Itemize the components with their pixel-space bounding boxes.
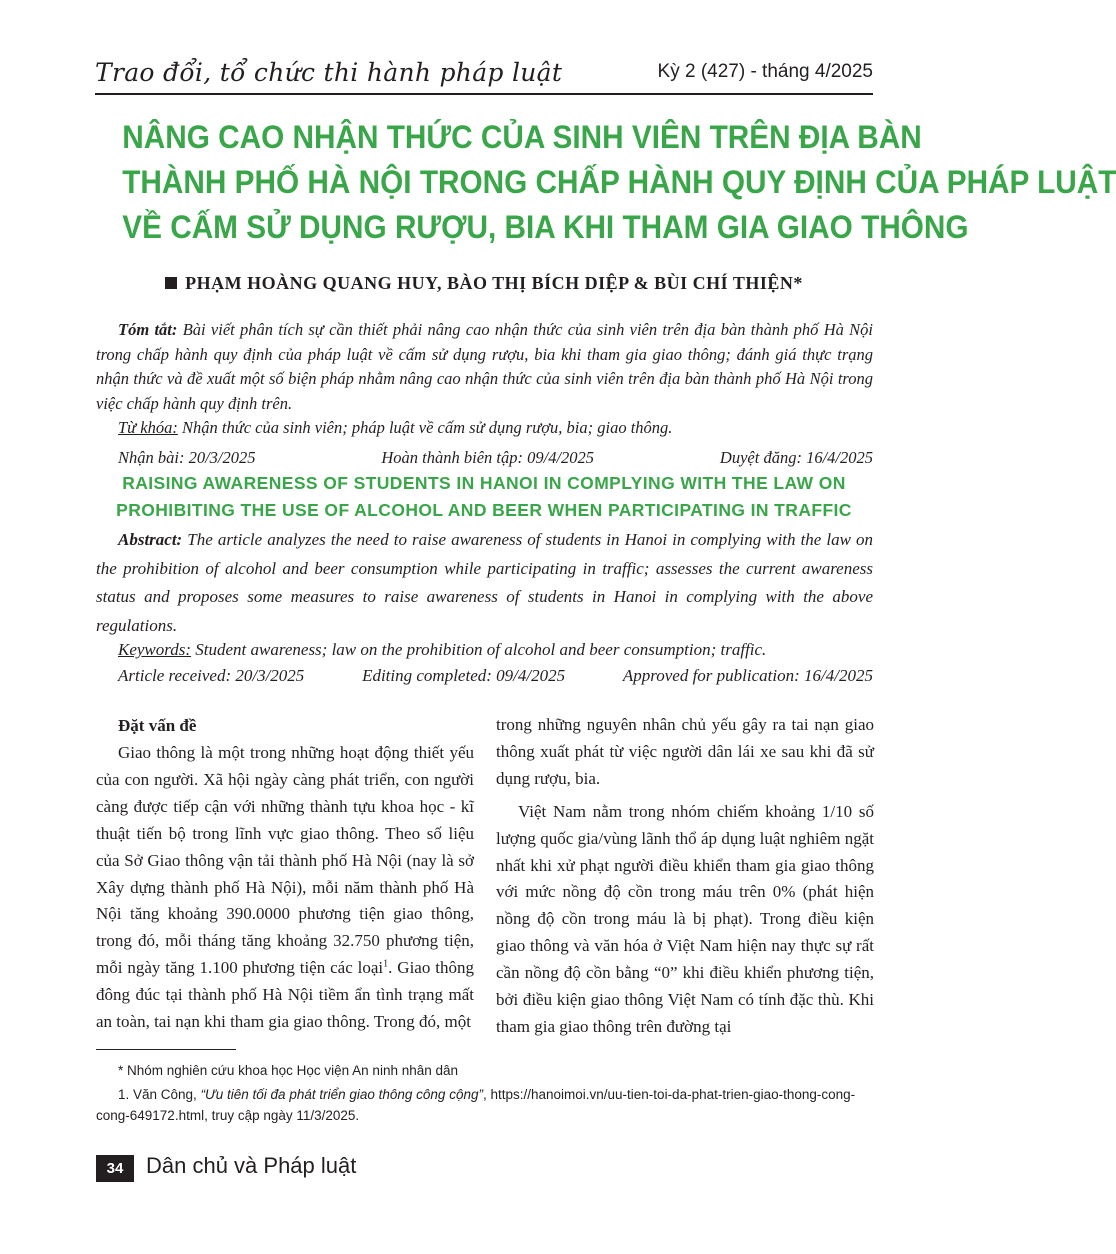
body-paragraph: Việt Nam nằm trong nhóm chiếm khoảng 1/10 số lượng quốc gia/vùng lãnh thổ áp dụng luật nghiêm ngặt nhất khi xử phạt người điều khiển tham gia giao thông với mức nồng độ cồn trong máu trên 0% (phát hiện nồng độ cồn trong máu là bị phạt). Trong điều kiện giao thông và văn hóa ở Việt Nam hiện nay thực sự rất cần nồng độ cồn bằng “0” khi điều khiển phương tiện, bởi điều kiện giao thông Việt Nam có tính đặc thù. Khi tham gia giao thông trên đường tại [496, 801, 874, 1036]
abstract-en-text: The article analyzes the need to raise awareness of students in Hanoi in complying with the law on the prohibition of alcohol and beer consumption while participating in traffic; assesses the current awareness status and proposes some measures to raise awareness of students in Hanoi in complying with the above regulations. [96, 530, 873, 635]
abstract-en-label: Abstract: [118, 530, 183, 549]
header-divider [95, 93, 873, 95]
dates-vi [118, 448, 873, 468]
author-footnote: * Nhóm nghiên cứu khoa học Học viện An ninh nhân dân [118, 1063, 459, 1078]
keywords-en [118, 640, 766, 660]
footnote-title: “Ưu tiên tối đa phát triển giao thông công cộng” [200, 1087, 483, 1102]
abstract-vi [96, 318, 873, 416]
body-paragraph: trong những nguyên nhân chủ yếu gây ra tai nạn giao thông xuất phát từ việc người dân lái xe sau khi đã sử dụng rượu, bia. [496, 715, 874, 788]
date-approved-vi: Duyệt đăng: 16/4/2025 [719, 448, 873, 467]
authors-text: PHẠM HOÀNG QUANG HUY, BÀO THỊ BÍCH DIỆP & BÙI CHÍ THIỆN* [185, 273, 803, 293]
abstract-en [96, 526, 873, 640]
footnote-ref[interactable]: 1 [383, 958, 389, 970]
author-line [95, 273, 873, 294]
page-number: 34 [96, 1155, 134, 1182]
section-header: Trao đổi, tổ chức thi hành pháp luật [95, 58, 563, 87]
title-en-line: RAISING AWARENESS OF STUDENTS IN HANOI IN COMPLYING WITH THE LAW ON [122, 473, 846, 493]
keywords-vi-label: Từ khóa: [118, 418, 178, 437]
date-approved-en: Approved for publication: 16/4/2025 [622, 666, 873, 685]
article-title-vi [122, 115, 1116, 250]
square-bullet-icon [165, 277, 177, 289]
title-line: NÂNG CAO NHẬN THỨC CỦA SINH VIÊN TRÊN ĐỊA BÀN [122, 119, 922, 155]
title-line: THÀNH PHỐ HÀ NỘI TRONG CHẤP HÀNH QUY ĐỊNH CỦA PHÁP LUẬT [122, 164, 1116, 200]
title-en-line: PROHIBITING THE USE OF ALCOHOL AND BEER WHEN PARTICIPATING IN TRAFFIC [116, 500, 852, 520]
footnote-1 [96, 1084, 873, 1126]
issue-label: Kỳ 2 (427) - tháng 4/2025 [657, 61, 873, 82]
date-edited-en: Editing completed: 09/4/2025 [362, 666, 566, 685]
body-column-right [496, 712, 874, 1041]
keywords-en-text: Student awareness; law on the prohibition of alcohol and beer consumption; traffic. [191, 640, 767, 659]
journal-name: Dân chủ và Pháp luật [146, 1153, 357, 1178]
section-heading: Đặt vấn đề [118, 716, 197, 735]
date-received-en: Article received: 20/3/2025 [118, 666, 305, 685]
footnote-prefix: 1. Văn Công, [118, 1087, 201, 1102]
body-column-left [96, 712, 474, 1036]
date-received-vi: Nhận bài: 20/3/2025 [118, 448, 256, 467]
footnote-divider [96, 1049, 236, 1050]
footnote-link[interactable]: , https://hanoimoi.vn/uu-tien-toi-da-phat-trien-giao-thong-cong-cong-649172.html, truy cập ngày 11/3/2025. [96, 1087, 856, 1123]
keywords-vi [118, 418, 672, 438]
article-title-en [95, 470, 873, 524]
keywords-en-label: Keywords: [118, 640, 192, 659]
keywords-vi-text: Nhận thức của sinh viên; pháp luật về cấm sử dụng rượu, bia; giao thông. [177, 418, 673, 437]
abstract-vi-text: Bài viết phân tích sự cần thiết phải nâng cao nhận thức của sinh viên trên địa bàn thành phố Hà Nội trong chấp hành quy định của pháp luật về cấm sử dụng rượu, bia khi tham gia giao thông; đánh giá thực trạng nhận thức và đề xuất một số biện pháp nhằm nâng cao nhận thức của sinh viên trên địa bàn thành phố Hà Nội trong việc chấp hành quy định trên. [96, 320, 874, 413]
dates-en [118, 666, 873, 686]
paragraph-text: Giao thông là một trong những hoạt động thiết yếu của con người. Xã hội ngày càng phát triển, con người càng được tiếp cận với những thành tựu khoa học - kĩ thuật tiến bộ trong lĩnh vực giao thông. Theo số liệu của Sở Giao thông vận tải thành phố Hà Nội (nay là sở Xây dựng thành phố Hà Nội), mỗi năm thành phố Hà Nội tăng khoảng 390.0000 phương tiện giao thông, trong đó, mỗi tháng tăng khoảng 32.750 phương tiện, mỗi ngày tăng 1.100 phương tiện các loại [96, 743, 474, 978]
abstract-vi-label: Tóm tắt: [118, 320, 178, 339]
paragraph-text: . Giao thông đông đúc tại thành phố Hà Nội tiềm ẩn tình trạng mất an toàn, tai nạn khi tham gia giao thông. Trong đó, một [96, 958, 474, 1032]
date-edited-vi: Hoàn thành biên tập: 09/4/2025 [381, 448, 595, 467]
body-paragraph [96, 740, 474, 1036]
title-line: VỀ CẤM SỬ DỤNG RƯỢU, BIA KHI THAM GIA GIAO THÔNG [122, 209, 969, 245]
